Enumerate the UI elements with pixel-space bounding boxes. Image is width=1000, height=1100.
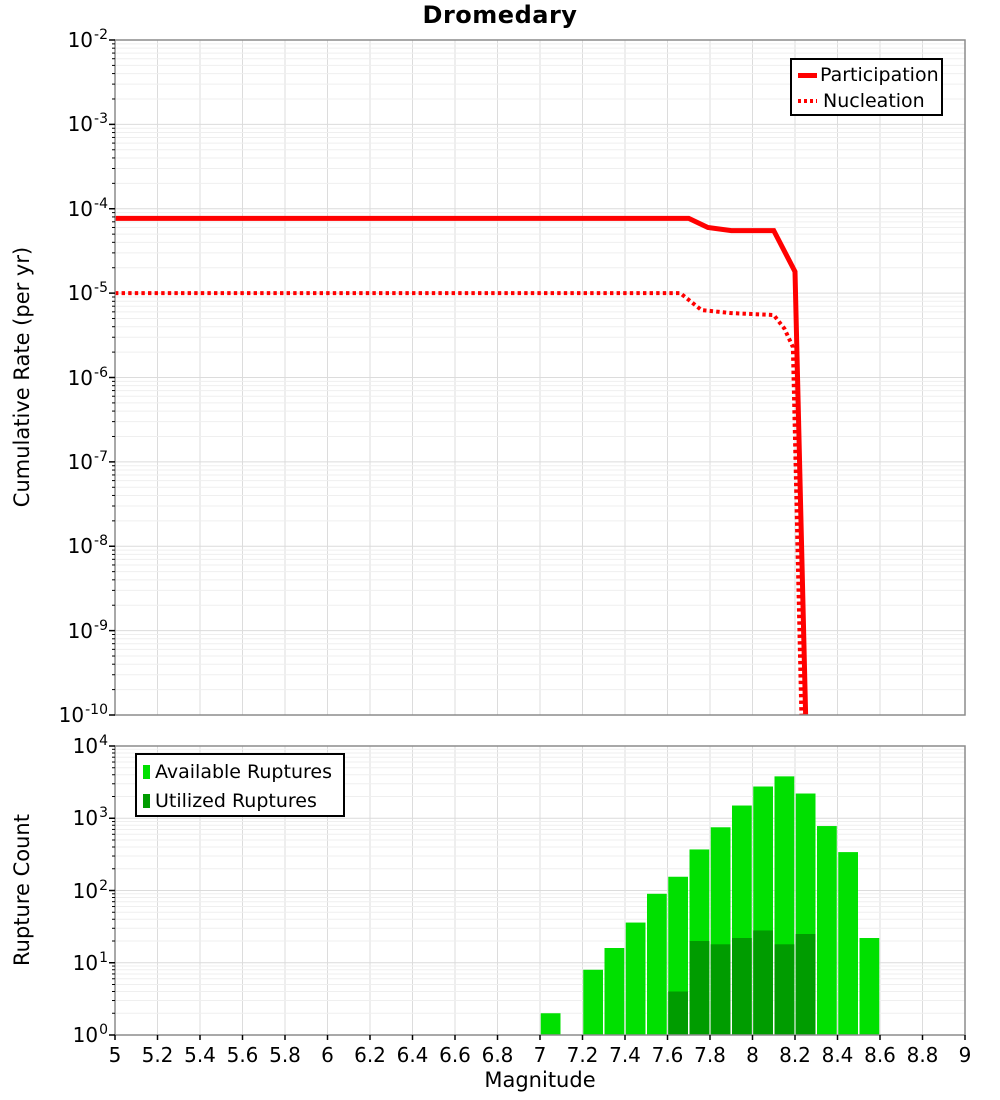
legend-label-participation: Participation (820, 64, 939, 86)
legend-label-utilized: Utilized Ruptures (155, 789, 317, 812)
bar (541, 1013, 561, 1035)
y-tick-label: $10^2$ (72, 877, 108, 903)
x-tick-label: 9 (958, 1043, 972, 1067)
bar (838, 852, 858, 1035)
x-tick-label: 6.2 (354, 1043, 386, 1067)
x-tick-label: 7 (533, 1043, 547, 1067)
y-tick-label: $10^{-5}$ (67, 280, 108, 306)
x-tick-label: 6.6 (439, 1043, 471, 1067)
legend-label-available: Available Ruptures (155, 760, 332, 783)
legend-row-utilized (143, 786, 337, 815)
axis-ticks (109, 40, 115, 715)
utilized-ruptures-swatch (143, 794, 150, 808)
bar (647, 894, 667, 1035)
bar (626, 923, 646, 1035)
x-tick-label: 8.6 (864, 1043, 896, 1067)
x-tick-label: 6 (321, 1043, 334, 1067)
x-axis-title: Magnitude (484, 1068, 596, 1092)
bar (732, 938, 752, 1035)
y-tick-label: $10^{-4}$ (67, 195, 108, 221)
x-tick-label: 8.4 (821, 1043, 854, 1067)
y-tick-label: $10^{-9}$ (67, 617, 108, 643)
x-tick-label: 7.2 (566, 1043, 599, 1067)
bar (796, 934, 816, 1035)
y-tick-label: $10^{-10}$ (58, 702, 108, 727)
bar (668, 992, 688, 1035)
nucleation-line (115, 293, 801, 715)
bar (605, 948, 625, 1035)
x-tick-label: 6.8 (481, 1043, 514, 1067)
bar (817, 826, 837, 1035)
y-tick-label: $10^1$ (72, 949, 108, 975)
x-tick-label: 5.6 (226, 1043, 259, 1067)
chart-title: Dromedary (422, 1, 578, 29)
y-tick-label: $10^{-7}$ (67, 448, 108, 474)
legend-row-available (143, 757, 337, 786)
y-tick-label: $10^{-2}$ (67, 27, 108, 52)
x-tick-label: 5.8 (269, 1043, 301, 1067)
y-tick-label: $10^4$ (72, 733, 108, 758)
x-tick-label: 5 (108, 1043, 122, 1067)
dotted-line-swatch (798, 99, 817, 103)
bar (690, 941, 710, 1035)
x-tick-label: 5.2 (141, 1043, 174, 1067)
legend-row-participation (798, 62, 939, 88)
utilized-ruptures-bars (668, 930, 815, 1035)
bar (860, 938, 880, 1035)
rate-legend (790, 58, 943, 116)
top-plot (109, 40, 965, 715)
x-tick-label: 7.8 (694, 1043, 726, 1067)
y-tick-label: $10^{-6}$ (67, 364, 108, 390)
y-tick-label: $10^0$ (72, 1022, 108, 1047)
x-tick-label: 5.4 (184, 1043, 216, 1067)
bar (711, 944, 731, 1035)
x-tick-label: 7.6 (651, 1043, 684, 1067)
legend-label-nucleation: Nucleation (823, 90, 925, 112)
x-tick-label: 8.8 (906, 1043, 939, 1067)
x-tick-label: 7.4 (609, 1043, 641, 1067)
bar (753, 930, 773, 1035)
top-y-axis-title: Cumulative Rate (per yr) (10, 246, 34, 508)
y-tick-label: $10^{-3}$ (67, 111, 108, 137)
gridlines (115, 40, 965, 715)
x-tick-label: 6.4 (396, 1043, 429, 1067)
legend-row-nucleation (798, 88, 935, 114)
x-tick-label: 8 (746, 1043, 759, 1067)
bar (775, 944, 795, 1035)
x-tick-label: 8.2 (779, 1043, 811, 1067)
bar (583, 970, 603, 1035)
y-tick-label: $10^{-8}$ (67, 533, 108, 559)
bottom-y-axis-title: Rupture Count (10, 814, 34, 966)
available-ruptures-swatch (143, 765, 150, 779)
solid-line-swatch (798, 73, 817, 78)
rupture-legend (135, 753, 345, 817)
y-tick-label: $10^3$ (72, 805, 108, 831)
